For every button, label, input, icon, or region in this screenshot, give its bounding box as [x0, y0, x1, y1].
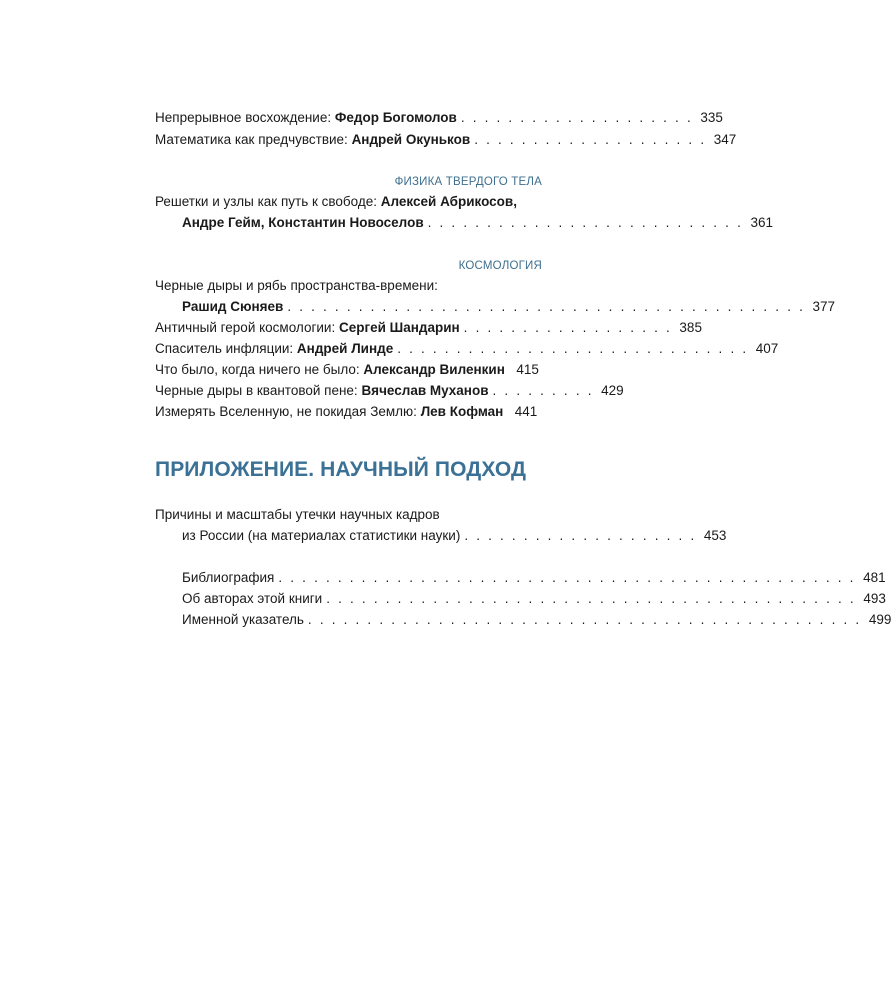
- toc-entry-title: Что было, когда ничего не было: Александр Виленкин: [155, 362, 505, 377]
- toc-entry-title: из России (на материалах статистики науки): [182, 528, 461, 543]
- toc-entry-title: Черные дыры в квантовой пене: Вячеслав Муханов: [155, 383, 489, 398]
- dot-leader: . . . . . . . . . . . . . . . . . .: [463, 320, 672, 335]
- dot-leader: . . . . . . . . . . . . . . . . . . . . . . . . . . .: [427, 215, 744, 230]
- toc-entry-vilenkin[interactable]: [155, 360, 537, 380]
- toc-entry-sunyaev[interactable]: [182, 297, 836, 317]
- toc-entry-title: Непрерывное восхождение: Федор Богомолов: [155, 110, 457, 125]
- dot-leader: . . . . . . . . . . . . . . . . . . . . . . . . . . . . . . . . . . . . . . . . . . . . .: [326, 591, 856, 606]
- toc-page-number: 407: [755, 341, 779, 356]
- toc-entry-geim-novoselov[interactable]: [182, 213, 774, 233]
- toc-entry-author: Александр Виленкин: [363, 362, 505, 377]
- toc-entry-author: Алексей Абрикосов,: [380, 194, 517, 209]
- toc-entry-title: Библиография: [182, 570, 275, 585]
- toc-page-number: 499: [868, 612, 891, 627]
- toc-entry-about-authors[interactable]: [182, 589, 886, 609]
- toc-entry-bibliography[interactable]: [182, 568, 886, 588]
- dot-leader: . . . . . . . . . . . . . . . . . . . .: [474, 132, 707, 147]
- toc-entry-title: [182, 213, 424, 233]
- toc-entry-title: Античный герой космологии: Сергей Шандарин: [155, 320, 460, 335]
- section-label-cosmology: КОСМОЛОГИЯ: [458, 260, 542, 272]
- toc-entry-mukhanov[interactable]: [155, 381, 624, 401]
- toc-entry-author: Андре Гейм, Константин Новоселов: [182, 215, 424, 230]
- toc-entry-brain-drain-line1[interactable]: Причины и масштабы утечки научных кадров: [155, 507, 440, 522]
- toc-page-number: 335: [700, 110, 723, 125]
- section-label-solid-state: ФИЗИКА ТВЕРДОГО ТЕЛА: [394, 176, 542, 188]
- toc-page-number: 493: [863, 591, 886, 606]
- toc-entry-kofman[interactable]: [155, 402, 537, 422]
- toc-entry-author: Рашид Сюняев: [182, 299, 284, 314]
- dot-leader: . . . . . . . . .: [492, 383, 594, 398]
- toc-entry-title: Измерять Вселенную, не покидая Землю: Лев Кофман: [155, 404, 504, 419]
- toc-entry-okounkov[interactable]: [155, 130, 737, 150]
- toc-entry-title: Спаситель инфляции: Андрей Линде: [155, 341, 394, 356]
- toc-entry-name-index[interactable]: [182, 610, 891, 630]
- dot-leader: . . . . . . . . . . . . . . . . . . . . . . . . . . . . . . . . . . . . . . . . . . . . . . .: [307, 612, 862, 627]
- toc-entry-brain-drain[interactable]: [182, 526, 727, 546]
- toc-entry-author: Федор Богомолов: [334, 110, 457, 125]
- toc-page-number: 385: [679, 320, 702, 335]
- dot-leader: . . . . . . . . . . . . . . . . . . . . . . . . . . . . . .: [397, 341, 749, 356]
- toc-entry-author: Вячеслав Муханов: [361, 383, 489, 398]
- toc-page-number: 429: [601, 383, 624, 398]
- toc-entry-author: Андрей Линде: [296, 341, 394, 356]
- toc-entry-author: Сергей Шандарин: [338, 320, 460, 335]
- toc-page-number: 377: [812, 299, 836, 314]
- toc-page-number: 481: [863, 570, 886, 585]
- toc-page-number: 347: [713, 132, 737, 147]
- toc-page-number: 441: [514, 404, 538, 419]
- toc-entry-title: Об авторах этой книги: [182, 591, 323, 606]
- toc-page-number: 415: [516, 362, 539, 377]
- toc-page-number: 361: [750, 215, 774, 230]
- toc-entry-author: Андрей Окуньков: [351, 132, 471, 147]
- toc-entry-shandarin[interactable]: [155, 318, 702, 338]
- dot-leader: . . . . . . . . . . . . . . . . . . . .: [464, 528, 697, 543]
- toc-entry-title: Математика как предчувствие: Андрей Окуньков: [155, 132, 471, 147]
- dot-leader: . . . . . . . . . . . . . . . . . . . . . . . . . . . . . . . . . . . . . . . . . . . . . . . . .: [278, 570, 856, 585]
- toc-entry-abrikosov-line1[interactable]: Решетки и узлы как путь к свободе: Алексей Абрикосов,: [155, 194, 517, 209]
- toc-entry-author: Лев Кофман: [420, 404, 504, 419]
- toc-entry-bogomolov[interactable]: [155, 108, 723, 128]
- appendix-heading: ПРИЛОЖЕНИЕ. НАУЧНЫЙ ПОДХОД: [155, 458, 527, 481]
- toc-entry-sunyaev-line1[interactable]: Черные дыры и рябь пространства-времени:: [155, 278, 438, 293]
- dot-leader: . . . . . . . . . . . . . . . . . . . .: [460, 110, 693, 125]
- toc-entry-title: Именной указатель: [182, 612, 304, 627]
- toc-page-number: 453: [703, 528, 727, 543]
- dot-leader: . . . . . . . . . . . . . . . . . . . . . . . . . . . . . . . . . . . . . . . . . . . .: [287, 299, 806, 314]
- toc-entry-linde[interactable]: [155, 339, 779, 359]
- toc-entry-title: [182, 297, 283, 317]
